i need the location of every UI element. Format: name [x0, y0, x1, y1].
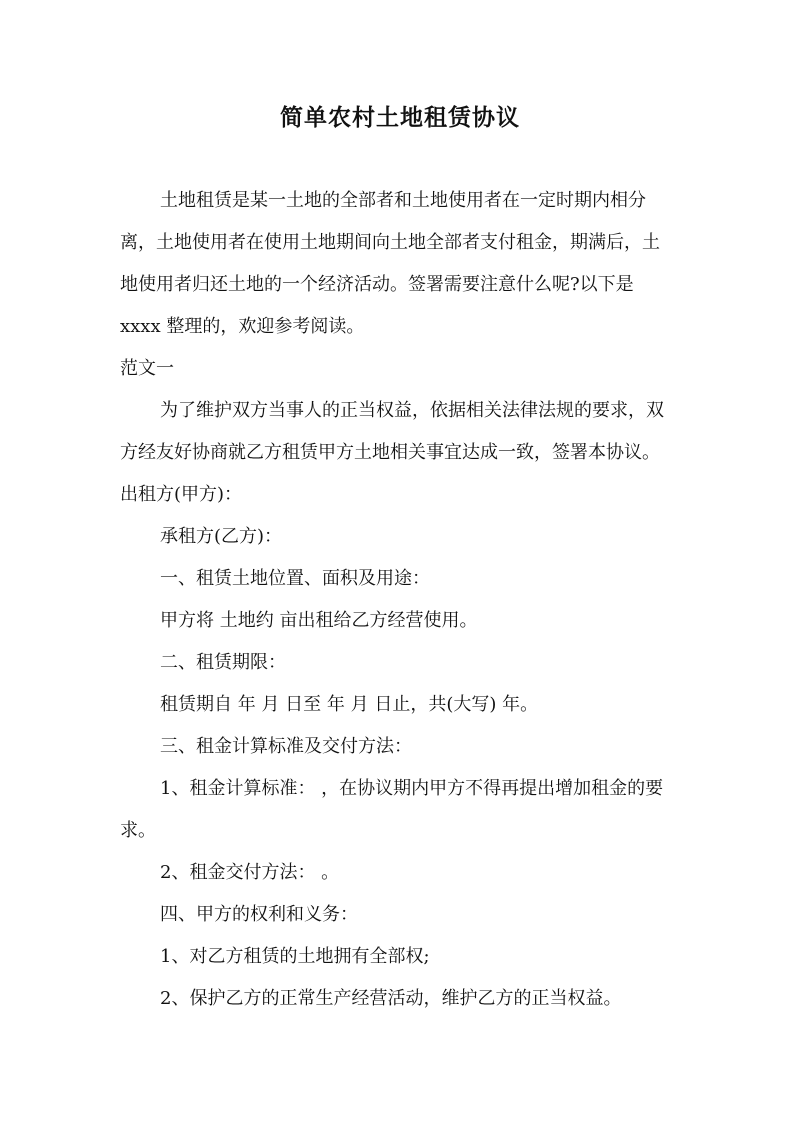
purpose-line-2: 方经友好协商就乙方租赁甲方土地相关事宜达成一致，签署本协议。 — [120, 442, 660, 463]
clause4-item2: 2、保护乙方的正常生产经营活动，维护乙方的正当权益。 — [160, 988, 622, 1009]
clause3-item1-line-2: 求。 — [120, 820, 156, 841]
clause1-heading: 一、租赁土地位置、面积及用途： — [160, 568, 430, 589]
purpose-line-1: 为了维护双方当事人的正当权益，依据相关法律法规的要求，双 — [160, 400, 664, 421]
intro-line-4: xxxx 整理的，欢迎参考阅读。 — [120, 316, 365, 337]
clause4-heading: 四、甲方的权利和义务： — [160, 904, 358, 925]
lessor-line: 出租方(甲方)： — [120, 484, 243, 505]
section-label: 范文一 — [120, 358, 174, 379]
clause1-text: 甲方将 土地约 亩出租给乙方经营使用。 — [160, 610, 478, 631]
lessee-line: 承租方(乙方)： — [160, 526, 283, 547]
intro-line-1: 土地租赁是某一土地的全部者和土地使用者在一定时期内相分 — [160, 190, 646, 211]
clause2-text: 租赁期自 年 月 日至 年 月 日止，共(大写) 年。 — [160, 694, 539, 715]
clause4-item1: 1、对乙方租赁的土地拥有全部权; — [160, 946, 430, 967]
clause2-heading: 二、租赁期限： — [160, 652, 286, 673]
intro-line-3: 地使用者归还土地的一个经济活动。签署需要注意什么呢?以下是 — [120, 274, 634, 295]
clause3-heading: 三、租金计算标准及交付方法： — [160, 736, 412, 757]
clause3-item1-line-1: 1、租金计算标准： ，在协议期内甲方不得再提出增加租金的要 — [160, 778, 664, 799]
clause3-item2: 2、租金交付方法： 。 — [160, 862, 340, 883]
intro-line-2: 离，土地使用者在使用土地期间向土地全部者支付租金，期满后，土 — [120, 232, 660, 253]
document-title: 简单农村土地租赁协议 — [280, 104, 520, 131]
